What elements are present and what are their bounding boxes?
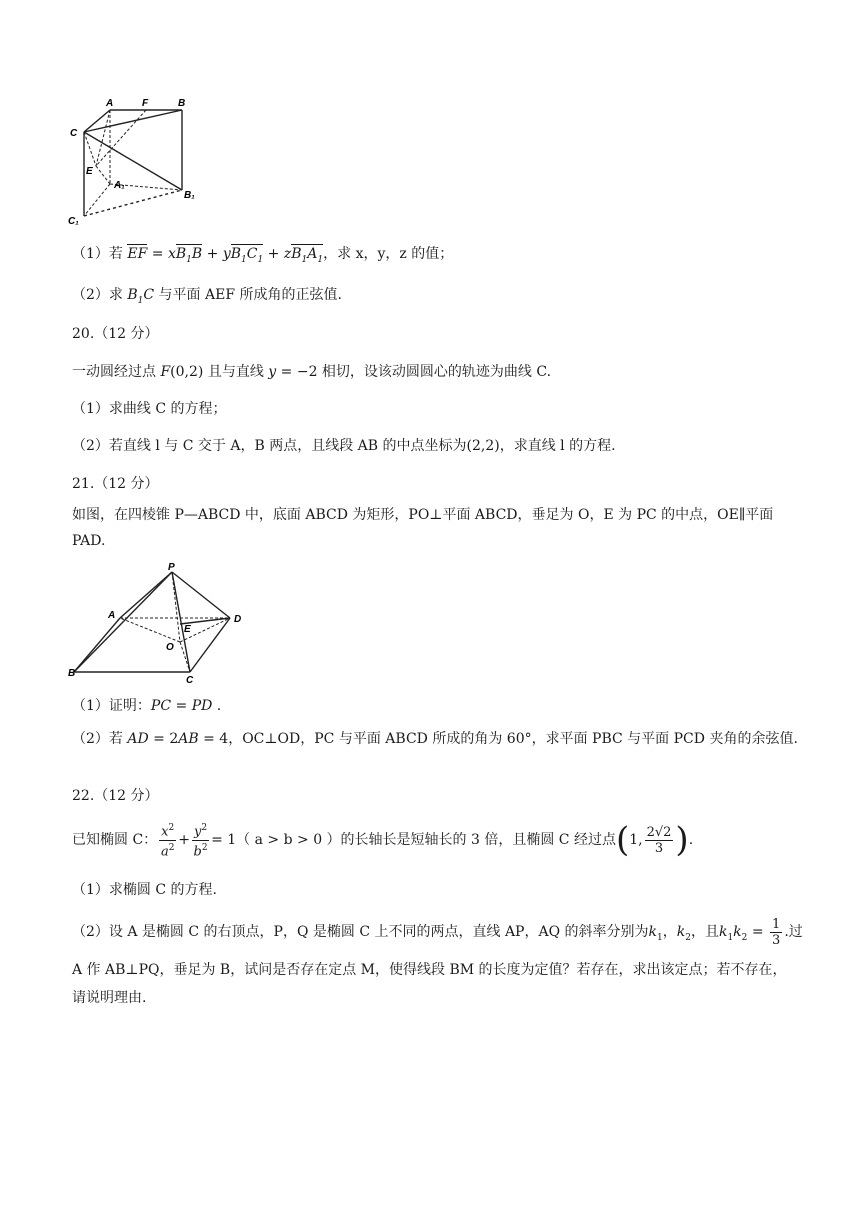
fig2-label-o: O bbox=[166, 642, 174, 653]
prism-figure bbox=[62, 94, 212, 228]
q22-slopes: $k_1$，$k_2$ bbox=[648, 924, 691, 943]
q20-part2 bbox=[72, 436, 800, 456]
q22-stem-b: （ a > b > 0 ）的长轴长是短轴长的 3 倍，且椭圆 C 经过点 bbox=[236, 832, 616, 848]
fig1-label-b: B bbox=[178, 98, 186, 109]
q22-part2-line1 bbox=[72, 914, 803, 954]
q19-part2-prefix: （2）求 bbox=[72, 287, 128, 303]
q22-ellipse-eq: $\frac{x^2}{a^2}$ + $\frac{y^2}{b^2}$ = 1 bbox=[160, 823, 237, 859]
fig1-label-a: A bbox=[106, 98, 114, 109]
q20-midpoint: (2,2) bbox=[466, 438, 500, 454]
q19-b1c: $B_1C$ bbox=[127, 287, 155, 306]
q22-stem-a: 已知椭圆 C： bbox=[72, 832, 158, 848]
fig2-label-a: A bbox=[108, 610, 116, 621]
q22-part2-line2: A 作 AB⊥PQ，垂足为 B，试问是否存在定点 M，使得线段 BM 的长度为定值？若存在，求出该定点；若不存在，请说明理由. bbox=[72, 962, 787, 1006]
q22-part2-a: （2）设 A 是椭圆 C 的右顶点，P，Q 是椭圆 C 上不同的两点，直线 AP，AQ 的斜率分别为 bbox=[72, 924, 649, 940]
q20-heading: 20.（12 分） bbox=[72, 326, 159, 342]
q22-part2-b: ，且 bbox=[690, 924, 719, 940]
q20-line-eq: y = −2 bbox=[268, 364, 318, 380]
q21-part1 bbox=[72, 696, 800, 716]
fig2-label-d: D bbox=[234, 614, 242, 625]
q20-stem bbox=[72, 362, 800, 382]
q22-heading: 22.（12 分） bbox=[72, 788, 159, 804]
q19-part2 bbox=[72, 285, 800, 311]
fig2-label-b: B bbox=[68, 668, 76, 679]
q22-product-eq: $k_1k_2$ = $\frac{1}{3}$ bbox=[718, 916, 781, 948]
q19-part1-prefix: （1）若 bbox=[72, 246, 128, 262]
q19-part1-suffix: ，求 x，y，z 的值； bbox=[323, 246, 454, 262]
q22-part2-c: .过 bbox=[784, 924, 803, 940]
fig1-label-c: C bbox=[70, 128, 78, 139]
q21-part1-a: （1）证明： bbox=[72, 698, 151, 714]
fig1-label-e: E bbox=[86, 166, 93, 177]
q22-point: (1, $\frac{2√2}{3}$ ). bbox=[615, 820, 694, 860]
fig2-label-p: P bbox=[168, 562, 175, 573]
q20-part2-b: ，求直线 l 的方程. bbox=[499, 438, 616, 454]
q22-part1: （1）求椭圆 C 的方程. bbox=[72, 882, 217, 898]
q20-point-f: F(0,2) bbox=[160, 364, 204, 380]
fig1-label-b1: B₁ bbox=[184, 190, 195, 201]
fig2-label-e: E bbox=[184, 624, 191, 635]
pyramid-figure bbox=[62, 560, 262, 684]
q21-part2 bbox=[72, 724, 800, 754]
q20-part1: （1）求曲线 C 的方程； bbox=[72, 401, 227, 417]
fig1-label-f: F bbox=[142, 98, 149, 109]
fig1-label-a1: A₁ bbox=[114, 180, 125, 191]
q21-ad-eq: AD = 2AB = 4 bbox=[127, 731, 229, 747]
q19-part1 bbox=[72, 244, 800, 270]
q20-stem-c: 相切，设该动圆圆心的轨迹为曲线 C. bbox=[317, 364, 552, 380]
q20-part2-a: （2）若直线 l 与 C 交于 A，B 两点，且线段 AB 的中点坐标为 bbox=[72, 438, 467, 454]
fig2-label-c: C bbox=[186, 675, 194, 684]
q19-part2-suffix: 与平面 AEF 所成角的正弦值. bbox=[154, 287, 342, 303]
q21-pc-eq-pd: PC = PD . bbox=[150, 698, 222, 714]
q21-part2-b: ，OC⊥OD，PC 与平面 ABCD 所成的角为 60°，求平面 PBC 与平面 PCD 夹角的余弦值. bbox=[228, 731, 798, 747]
q21-stem: 如图，在四棱锥 P—ABCD 中，底面 ABCD 为矩形，PO⊥平面 ABCD，垂足为 O，E 为 PC 的中点，OE∥平面 PAD. bbox=[72, 507, 774, 549]
q21-heading: 21.（12 分） bbox=[72, 476, 159, 492]
q21-part2-a: （2）若 bbox=[72, 731, 128, 747]
q19-vector-equation: EF = $xB_1B + yB_1C_1 + zB_1A_1$ bbox=[127, 246, 324, 265]
q20-stem-a: 一动圆经过点 bbox=[72, 364, 161, 380]
q22-stem bbox=[72, 818, 800, 866]
fig1-label-c1: C₁ bbox=[68, 216, 79, 227]
q20-stem-b: 且与直线 bbox=[203, 364, 269, 380]
